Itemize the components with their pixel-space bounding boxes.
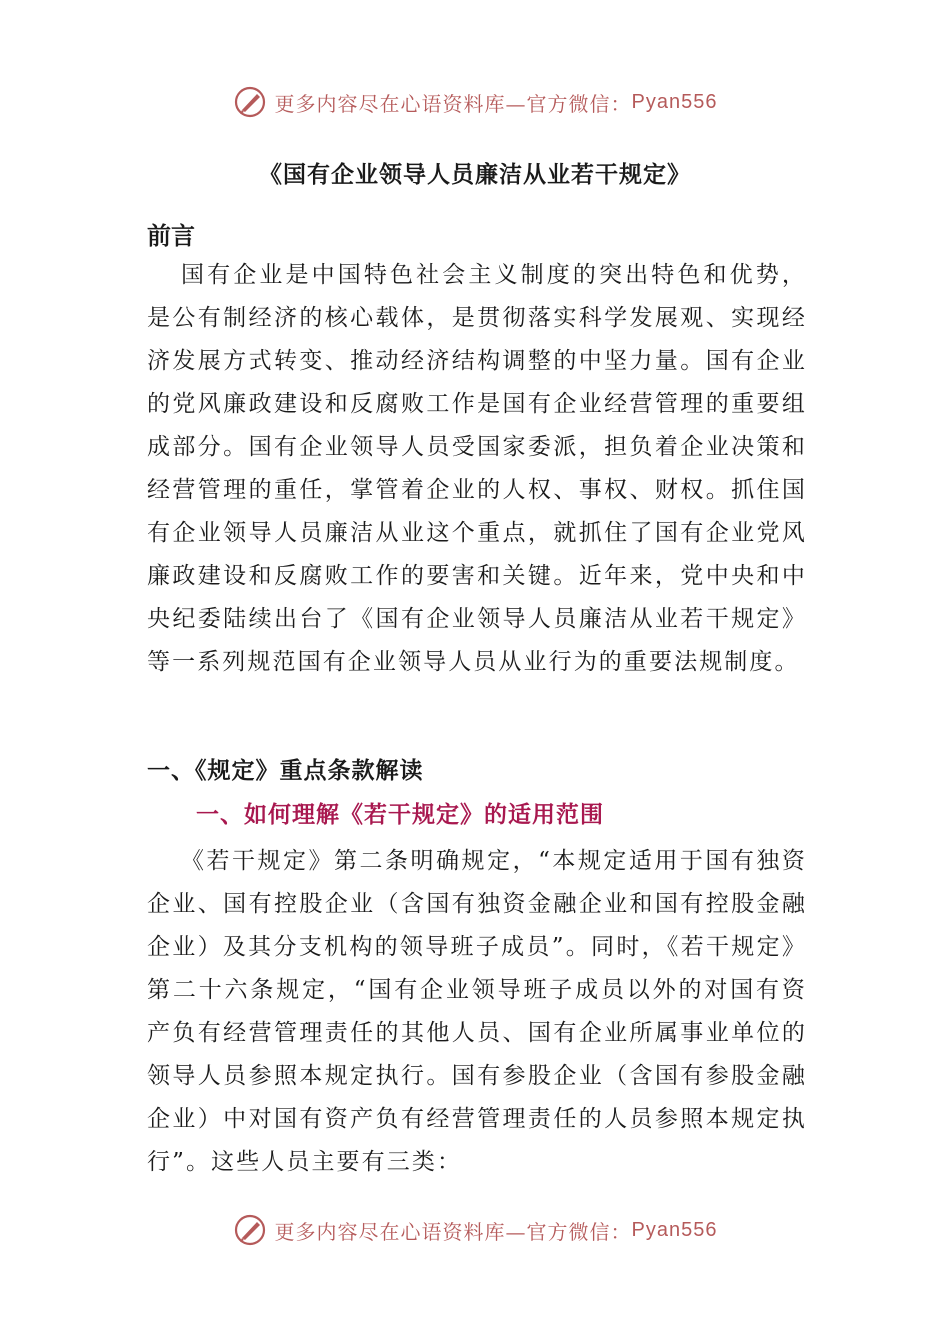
subsection-paragraph: 《若干规定》第二条明确规定，“本规定适用于国有独资企业、国有控股企业（含国有独资金融企业和国有控股金融企业）及其分支机构的领导班子成员”。同时，《若干规定》第二十六条规定，“国有企业领导班子成员以外的对国有资产负有经营管理责任的其他人员、国有企业所属事业单位的领导人员参照本规定执行。国有参股企业（含国有参股金融企业）中对国有资产负有经营管理责任的人员参照本规定执行”。这些人员主要有三类： [147, 848, 807, 1175]
section-heading: 一、《规定》重点条款解读 [147, 757, 424, 784]
banner-text: 更多内容尽在心语资料库—官方微信： [274, 91, 632, 116]
document-title: 《国有企业领导人员廉洁从业若干规定》 [259, 161, 691, 188]
subsection-heading: 一、如何理解《若干规定》的适用范围 [196, 801, 604, 828]
preface-paragraph: 国有企业是中国特色社会主义制度的突出特色和优势，是公有制经济的核心载体，是贯彻落实科学发展观、实现经济发展方式转变、推动经济结构调整的中坚力量。国有企业的党风廉政建设和反腐败工作是国有企业经营管理的重要组成部分。国有企业领导人员受国家委派，担负着企业决策和经营管理的重任，掌管着企业的人权、事权、财权。抓住国有企业领导人员廉洁从业这个重点，就抓住了国有企业党风廉政建设和反腐败工作的要害和关键。近年来，党中央和中央纪委陆续出台了《国有企业领导人员廉洁从业若干规定》等一系列规范国有企业领导人员从业行为的重要法规制度。 [147, 262, 807, 675]
banner-text: 更多内容尽在心语资料库—官方微信： [274, 1219, 632, 1244]
pen-logo-icon [233, 1213, 267, 1247]
footer-banner [0, 1210, 950, 1250]
banner-wechat-id: Pyan556 [631, 1218, 718, 1241]
pen-logo-icon [233, 85, 267, 119]
header-banner [0, 82, 950, 122]
preface-heading: 前言 [147, 221, 195, 250]
banner-wechat-id: Pyan556 [631, 90, 718, 113]
